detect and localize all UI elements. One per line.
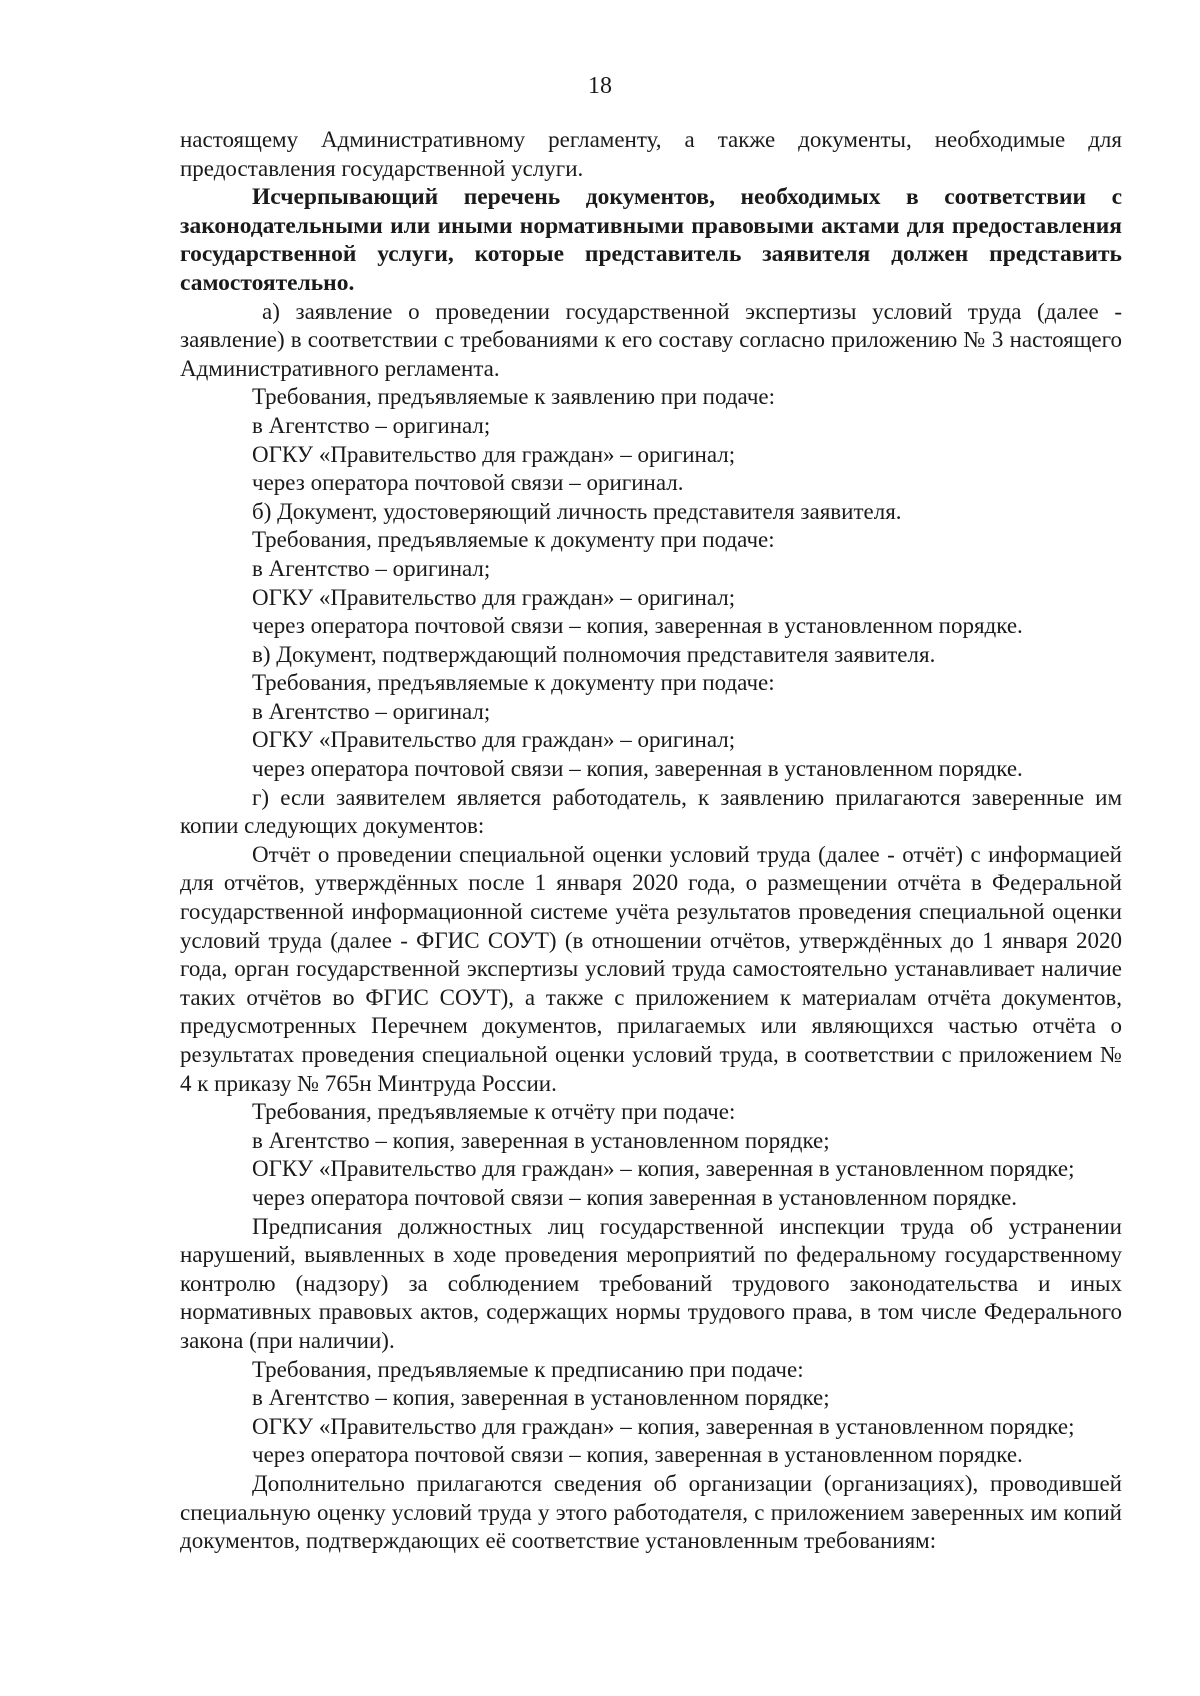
paragraph: Предписания должностных лиц государственной инспекции труда об устранении нарушений, выявленных в ходе проведения мероприятий по федеральному государственному контролю (надзору) за соблюдением требований трудового законодательства и иных нормативных правовых актов, содержащих нормы трудового права, в том числе Федерального закона (при наличии). bbox=[180, 1213, 1122, 1353]
paragraph: настоящему Административному регламенту, а также документы, необходимые для предоставления государственной услуги. bbox=[180, 127, 1122, 181]
paragraph: в Агентство – копия, заверенная в установленном порядке; bbox=[252, 1127, 830, 1153]
paragraph: ОГКУ «Правительство для граждан» – копия, заверенная в установленном порядке; bbox=[252, 1156, 1075, 1182]
paragraph: а) заявление о проведении государственной экспертизы условий труда (далее - заявление) в соответствии с требованиями к его составу согласно приложению № 3 настоящего Административного регламента. bbox=[180, 298, 1122, 381]
paragraph: в Агентство – копия, заверенная в установленном порядке; bbox=[252, 1385, 830, 1411]
document-body bbox=[180, 126, 1122, 1556]
paragraph: через оператора почтовой связи – копия, заверенная в установленном порядке. bbox=[252, 1442, 1023, 1468]
paragraph: ОГКУ «Правительство для граждан» – оригинал; bbox=[252, 441, 736, 467]
paragraph: Требования, предъявляемые к отчёту при подаче: bbox=[252, 1099, 736, 1125]
section-heading: Исчерпывающий перечень документов, необходимых в соответствии с законодательными или иными нормативными правовыми актами для предоставления государственной услуги, которые представитель заявителя должен представить самостоятельно. bbox=[180, 184, 1122, 296]
paragraph: Требования, предъявляемые к документу при подаче: bbox=[252, 670, 775, 696]
paragraph: через оператора почтовой связи – копия, заверенная в установленном порядке. bbox=[252, 756, 1023, 782]
paragraph: через оператора почтовой связи – копия, заверенная в установленном порядке. bbox=[252, 613, 1023, 639]
paragraph: ОГКУ «Правительство для граждан» – копия, заверенная в установленном порядке; bbox=[252, 1413, 1075, 1439]
paragraph: через оператора почтовой связи – оригинал. bbox=[252, 470, 684, 496]
paragraph: ОГКУ «Правительство для граждан» – оригинал; bbox=[252, 727, 736, 753]
paragraph: в Агентство – оригинал; bbox=[252, 555, 491, 581]
paragraph: в Агентство – оригинал; bbox=[252, 698, 491, 724]
paragraph: г) если заявителем является работодатель, к заявлению прилагаются заверенные им копии следующих документов: bbox=[180, 784, 1122, 839]
paragraph: в) Документ, подтверждающий полномочия представителя заявителя. bbox=[252, 641, 936, 667]
paragraph: Требования, предъявляемые к предписанию при подаче: bbox=[252, 1356, 804, 1382]
paragraph: Дополнительно прилагаются сведения об организации (организациях), проводившей специальную оценку условий труда у этого работодателя, с приложением заверенных им копий документов, подтверждающих её соответствие установленным требованиям: bbox=[180, 1470, 1122, 1554]
paragraph: через оператора почтовой связи – копия заверенная в установленном порядке. bbox=[252, 1184, 1018, 1210]
paragraph: Требования, предъявляемые к заявлению при подаче: bbox=[252, 384, 775, 410]
paragraph: б) Документ, удостоверяющий личность представителя заявителя. bbox=[252, 498, 902, 524]
paragraph: Требования, предъявляемые к документу при подаче: bbox=[252, 527, 775, 553]
paragraph: Отчёт о проведении специальной оценки условий труда (далее - отчёт) с информацией для отчётов, утверждённых после 1 января 2020 года, о размещении отчёта в Федеральной государственной информационной системе учёта результатов проведения специальной оценки условий труда (далее - ФГИС СОУТ) (в отношении отчётов, утверждённых до 1 января 2020 года, орган государственной экспертизы условий труда самостоятельно устанавливает наличие таких отчётов во ФГИС СОУТ), а также с приложением к материалам отчёта документов, предусмотренных Перечнем документов, прилагаемых или являющихся частью отчёта о результатах проведения специальной оценки условий труда, в соответствии с приложением № 4 к приказу № 765н Минтруда России. bbox=[180, 841, 1122, 1096]
page-number: 18 bbox=[588, 73, 612, 99]
paragraph: в Агентство – оригинал; bbox=[252, 412, 491, 438]
paragraph: ОГКУ «Правительство для граждан» – оригинал; bbox=[252, 584, 736, 610]
